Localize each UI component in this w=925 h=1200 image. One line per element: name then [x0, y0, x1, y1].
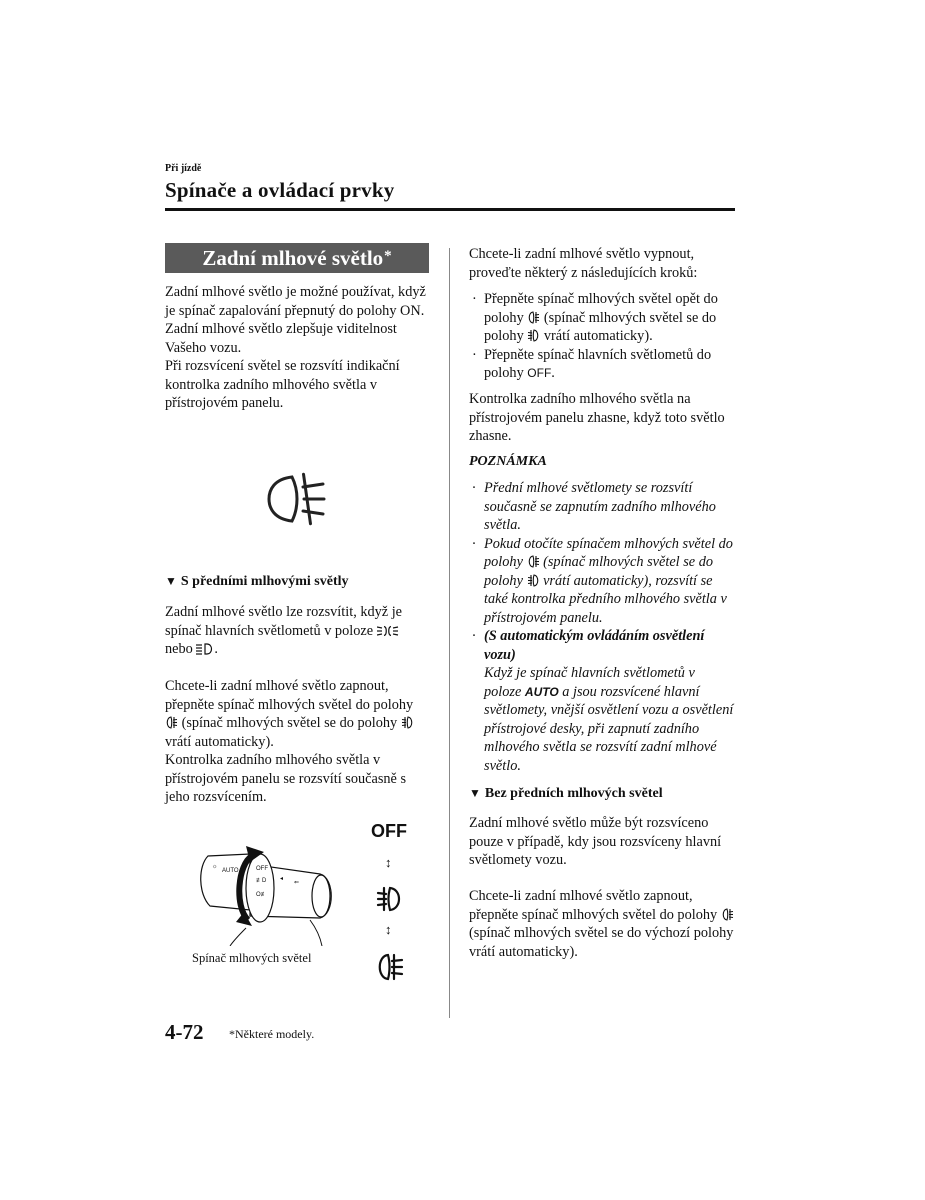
text: Přepněte spínač mlhových světel opět do polohy	[484, 291, 718, 326]
rear-fog-position-icon	[375, 953, 405, 981]
text: (spínač mlhových světel se do polohy	[484, 309, 717, 344]
text: Chcete-li zadní mlhové světlo zapnout, přepněte spínač mlhových světel do polohy	[165, 678, 414, 713]
list-item: · (S automatickým ovládáním osvětlení vozu) Když je spínač hlavních světlometů v poloze AUTO a jsou rozsvícené hlavní světlomety, vnější osvětlení vozu a osvětlení přístrojové desky, při zapnutí zadního mlhového světla se rozsvítí zadní mlhové světlo.	[472, 628, 734, 774]
text: (spínač mlhových světel se do polohy	[181, 715, 398, 731]
column-divider	[449, 248, 450, 1018]
rear-fog-indicator-icon	[266, 470, 328, 528]
svg-text:OFF: OFF	[256, 866, 268, 872]
switch-off-steps	[469, 290, 734, 383]
text: vrátí automaticky), rozsvítí se také kontrolka předního mlhového světla v přístrojovém panelu.	[484, 572, 727, 626]
rear-fog-small-icon	[721, 908, 734, 921]
auto-word: AUTO	[524, 684, 559, 699]
text: Zadní mlhové světlo lze rozsvítit, když je spínač hlavních světlometů v poloze	[165, 604, 403, 639]
right-paragraph-switch-off	[469, 245, 734, 282]
text: vrátí automaticky).	[543, 328, 653, 344]
front-fog-small-icon	[401, 716, 414, 729]
figure-caption: Spínač mlhových světel	[192, 951, 312, 965]
svg-text:⇐: ⇐	[294, 880, 300, 886]
section-title: Spínače a ovládací prvky	[165, 178, 395, 202]
subheading-with-front-fog	[165, 574, 349, 590]
subheading-text: Bez předních mlhových světel	[484, 786, 663, 801]
text: Chcete-li zadní mlhové světlo zapnout, přepněte spínač mlhových světel do polohy	[469, 888, 718, 923]
topic-title-marker: *	[384, 247, 392, 264]
left-paragraph-switch-on	[165, 677, 427, 807]
page-number: 4-72	[165, 1020, 204, 1044]
svg-text:≢D: ≢D	[256, 878, 267, 884]
front-fog-position-icon	[376, 885, 404, 913]
subheading-text: S předními mlhovými světly	[180, 574, 349, 589]
text: Kontrolka zadního mlhového světla v přístrojovém panelu se rozsvítí současně s jeho rozsvícením.	[165, 752, 407, 805]
triangle-marker-icon: ▼	[469, 786, 481, 800]
text: Pokud otočíte spínačem mlhových světel do polohy	[484, 535, 733, 570]
chapter-label: Při jízdě	[165, 163, 202, 174]
svg-text:AUTO: AUTO	[222, 868, 239, 874]
position-arrow-1: ↕	[385, 855, 392, 870]
text: Chcete-li zadní mlhové světlo vypnout, proveďte některý z následujících kroků:	[469, 246, 698, 281]
text: Kontrolka zadního mlhového světla na přístrojovém panelu zhasne, když toto světlo zhasne.	[469, 391, 725, 444]
note-list	[469, 479, 734, 775]
note-subheading: (S automatickým ovládáním osvětlení vozu)	[484, 628, 705, 663]
text: (spínač mlhových světel se do výchozí polohy vrátí automaticky).	[469, 925, 734, 960]
text: nebo	[165, 641, 193, 657]
front-fog-small-icon	[527, 574, 540, 587]
intro-paragraph-2: Zadní mlhové světlo zlepšuje viditelnost Vašeho vozu.	[165, 321, 397, 356]
footnote: *Některé modely.	[229, 1027, 315, 1041]
position-arrow-2: ↕	[385, 922, 392, 937]
left-paragraph-positions	[165, 603, 430, 659]
front-fog-small-icon	[527, 329, 540, 342]
triangle-marker-icon: ▼	[165, 574, 177, 588]
text: (spínač mlhových světel se do polohy	[484, 554, 713, 589]
rear-fog-small-icon	[527, 311, 540, 324]
rear-fog-small-icon	[527, 555, 540, 568]
off-word: OFF	[527, 366, 552, 380]
subheading-without-front-fog	[469, 786, 663, 802]
intro-text	[165, 283, 427, 413]
text: a jsou rozsvícené hlavní světlomety, vnější osvětlení vozu a osvětlení přístrojové desky, při zapnutí zadního mlhového světla se rozsvítí zadní mlhové světlo.	[484, 683, 734, 774]
topic-title-text: Zadní mlhové světlo	[202, 245, 384, 270]
off-position-label: OFF	[371, 821, 407, 841]
list-item: · Přední mlhové světlomety se rozsvítí současně se zapnutím zadního mlhového světla.	[469, 479, 734, 535]
text: .	[551, 365, 555, 381]
headlight-low-beam-icon	[196, 643, 214, 655]
right-paragraph-indicator	[469, 390, 734, 446]
rear-fog-small-icon	[165, 716, 178, 729]
text: Přední mlhové světlomety se rozsvítí současně se zapnutím zadního mlhového světla.	[484, 480, 716, 533]
right-paragraph-switch-on	[469, 887, 734, 961]
svg-text:◂: ◂	[280, 876, 284, 882]
svg-text:O≢: O≢	[256, 892, 267, 898]
right-paragraph-only-headlights	[469, 814, 734, 870]
topic-title	[165, 243, 429, 273]
text: Když je spínač hlavních světlometů v poloze	[484, 665, 695, 700]
text: Přepněte spínač hlavních světlometů do polohy	[484, 346, 712, 381]
list-item: · Přepněte spínač hlavních světlometů do polohy OFF.	[472, 346, 712, 381]
fog-light-switch-illustration	[190, 836, 350, 946]
list-item: · Přepněte spínač mlhových světel opět do polohy (spínač mlhových světel se do polohy vrátí automaticky).	[472, 291, 718, 344]
svg-text:☼: ☼	[212, 864, 218, 870]
intro-paragraph-3: Při rozsvícení světel se rozsvítí indikační kontrolka zadního mlhového světla v přístrojovém panelu.	[165, 358, 400, 411]
text: .	[214, 641, 218, 657]
text: Zadní mlhové světlo může být rozsvíceno pouze v případě, kdy jsou rozsvíceny hlavní světlomety vozu.	[469, 815, 722, 868]
parking-lights-icon	[377, 625, 399, 637]
intro-paragraph-1: Zadní mlhové světlo je možné používat, když je spínač zapalování přepnutý do polohy ON.	[165, 284, 426, 319]
text: vrátí automaticky).	[165, 733, 274, 750]
header-rule	[165, 208, 735, 211]
list-item: · Pokud otočíte spínačem mlhových světel do polohy (spínač mlhových světel se do polohy vrátí automaticky), rozsvítí se také kontrolka předního mlhového světla v přístrojovém panelu.	[472, 535, 733, 626]
note-heading: POZNÁMKA	[469, 454, 547, 469]
